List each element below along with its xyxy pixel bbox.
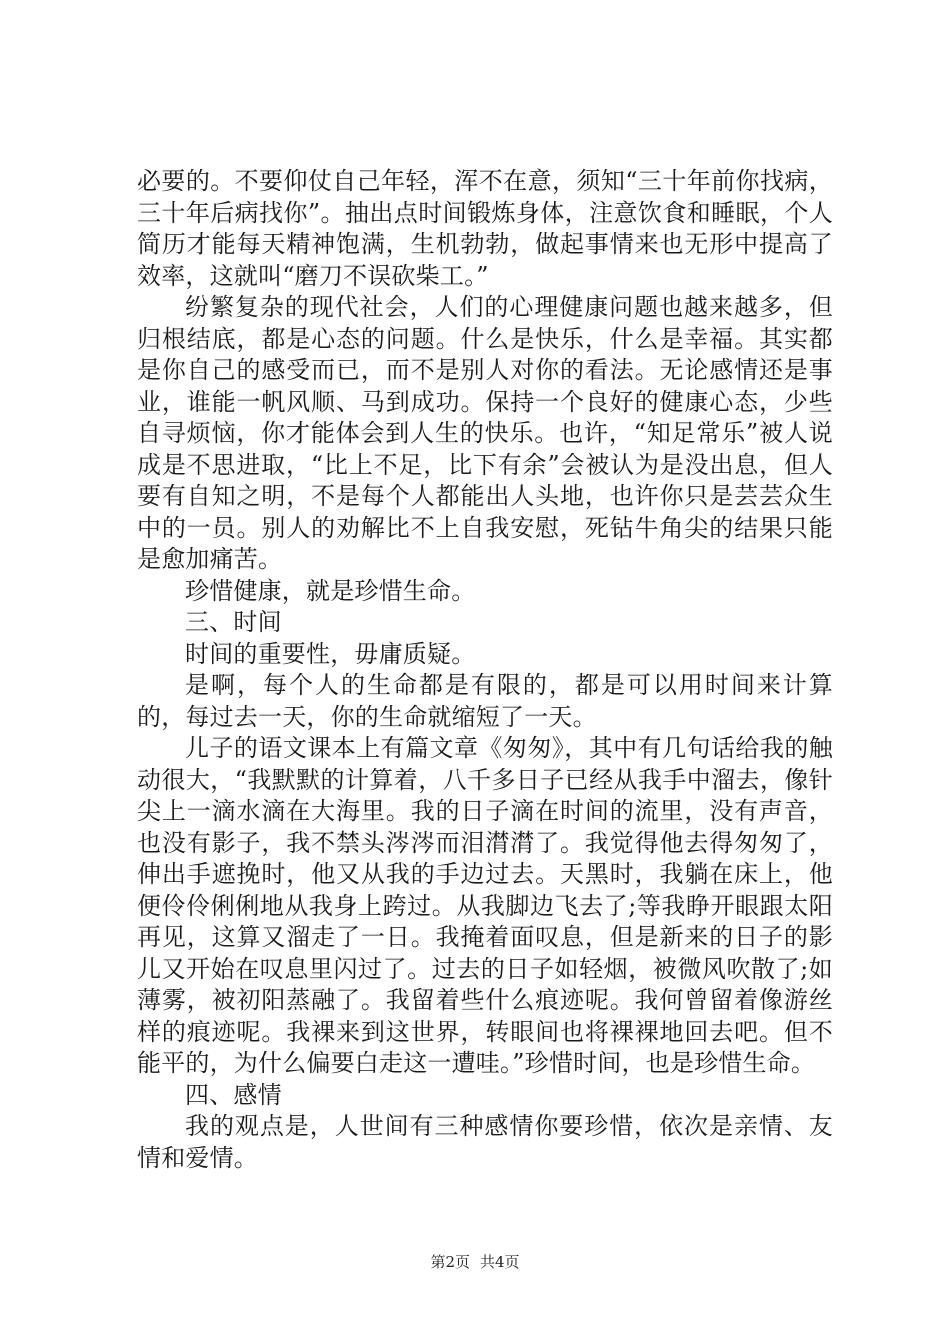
paragraph-5: 时间的重要性，毋庸质疑。: [185, 639, 476, 668]
document-body: [137, 166, 833, 1174]
paragraph-7: 儿子的语文课本上有篇文章《匆匆》，其中有几句话给我的触动很大，“我默默的计算着，八千多日子已经从我手中溜去，像针尖上一滴水滴在大海里。我的日子滴在时间的流里，没有声音，也没有影子，我不禁头涔涔而泪潸潸了。我觉得他去得匆匆了，伸出手遮挽时，他又从我的手边过去。天黑时，我躺在床上，他便伶伶俐俐地从我身上跨过。从我脚边飞去了;等我睁开眼跟太阳再见，这算又溜走了一日。我掩着面叹息，但是新来的日子的影儿又开始在叹息里闪过了。过去的日子如轻烟，被微风吹散了;如薄雾，被初阳蒸融了。我留着些什么痕迹呢。我何曾留着像游丝样的痕迹呢。我裸来到这世界，转眼间也将裸裸地回去吧。但不能平的，为什么偏要白走这一遭哇。”珍惜时间，也是珍惜生命。: [137, 734, 833, 1077]
page-number: 第2页: [430, 1253, 470, 1271]
page-total: 共4页: [480, 1253, 520, 1271]
section-heading-emotion: 四、感情: [185, 1080, 282, 1109]
paragraph-6: 是啊，每个人的生命都是有限的，都是可以用时间来计算的，每过去一天，你的生命就缩短了一天。: [137, 671, 833, 731]
paragraph-2: 纷繁复杂的现代社会，人们的心理健康问题也越来越多，但归根结底，都是心态的问题。什么是快乐，什么是幸福。其实都是你自己的感受而已，而不是别人对你的看法。无论感情还是事业，谁能一帆风顺、马到成功。保持一个良好的健康心态，少些自寻烦恼，你才能体会到人生的快乐。也许，“知足常乐”被人说成是不思进取，“比上不足，比下有余”会被认为是没出息，但人要有自知之明，不是每个人都能出人头地，也许你只是芸芸众生中的一员。别人的劝解比不上自我安慰，死钻牛角尖的结果只能是愈加痛苦。: [137, 293, 833, 573]
paragraph-3: 珍惜健康，就是珍惜生命。: [185, 576, 476, 605]
page-footer: [0, 1252, 950, 1272]
section-heading-time: 三、时间: [185, 608, 282, 636]
paragraph-1: 必要的。不要仰仗自己年轻，浑不在意，须知“三十年前你找病，三十年后病找你”。抽出点时间锻炼身体，注意饮食和睡眠，个人简历才能每天精神饱满，生机勃勃，做起事情来也无形中提高了效率，这就叫“磨刀不误砍柴工。”: [137, 167, 833, 290]
paragraph-9: 我的观点是，人世间有三种感情你要珍惜，依次是亲情、友情和爱情。: [137, 1112, 833, 1172]
